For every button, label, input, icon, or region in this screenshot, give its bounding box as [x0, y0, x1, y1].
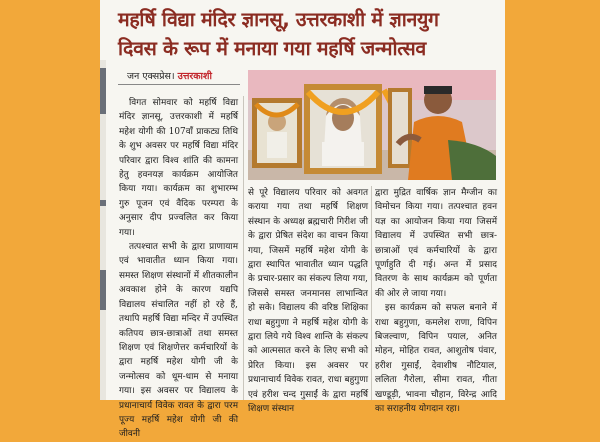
paragraph: इस कार्यक्रम को सफल बनाने में राधा बहुगुणा, कमलेश राणा, विपिन बिजल्वाण, विपिन पयाल, अनित मोहन, मोहित रावत, आशुतोष पंवार, हरीश गुसाईं, देवाशीष नौटियाल, ललिता गैरोला, सीमा रावत, गीता खण्डूड़ी, भावना चौहान, विरेन्द्र आदि का सराहनीय योगदान रहा। [375, 303, 497, 415]
paragraph: से पूरे विद्यालय परिवार को अवगत कराया गया तथा महर्षि शिक्षण संस्थान के अध्यक्ष ब्रह्मचारी गिरीश जी के द्वारा प्रेषित संदेश का वाचन किया गया, जिसमें महर्षि महेश योगी के द्वारा स्थापित भावातीत ध्यान पद्धति के प्रचार-प्रसार का संकल्प लिया गया, जिससे समस्त जनमानस लाभान्वित हो सके। विद्यालय की वरिष्ठ शिक्षिका राधा बहुगुणा ने महर्षि महेश योगी के द्वारा लिये गये विश्व शान्ति के संकल्प को आत्मसात करने के लिए सभी को प्रेरित किया। इस अवसर पर प्रधानाचार्य विवेक रावत, राधा बहुगुणा एवं हरीश चन्द गुसाईं के द्वारा महर्षि शिक्षण संस्थान [248, 188, 368, 415]
paragraph: तत्पश्चात सभी के द्वारा प्राणायाम एवं भावातीत ध्यान किया गया। समस्त शिक्षण संस्थानों में शीतकालीन अवकाश होने के कारण यद्यपि विद्यालय संचालित नहीं हो रहे हैं, तथापि महर्षि विद्या मन्दिर में उपस्थित कतिपय छात्र-छात्राओं तथा समस्त शिक्षण एवं शिक्षणेत्तर कर्मचारियों के द्वारा महर्षि महेश योगी जी के जन्मोत्सव को धूम-धाम से मनाया गया। इस अवसर पर विद्यालय के प्रधानाचार्य विवेक रावत के द्वारा परम पूज्य महर्षि महेश योगी जी की जीवनी [119, 242, 238, 440]
headline-line-2: दिवस के रूप में मनाया गया महर्षि जन्मोत्सव [118, 37, 426, 60]
byline-rule [118, 84, 240, 85]
headline-line-1: महर्षि विद्या मंदिर ज्ञानसू, उत्तरकाशी में ज्ञानयुग [118, 8, 439, 31]
byline-location: उत्तरकाशी [177, 71, 212, 82]
article-column-2 [248, 186, 368, 415]
paragraph: विगत सोमवार को महर्षि विद्या मंदिर ज्ञानसू, उत्तरकाशी में महर्षि महेश योगी की 107वाँ प्राकट्य तिथि के शुभ अवसर पर महर्षि विद्या मंदिर परिवार द्वारा विश्व शांति की कामना हेतु हवनयज्ञ कार्यक्रम आयोजित किया गया। कार्यक्रम का शुभारम्भ गुरु पूजन एवं वैदिक परम्परा के अनुसार दीप प्रज्वलित कर किया गया। [119, 98, 238, 238]
article-column-1 [119, 96, 238, 440]
column-divider [243, 96, 244, 400]
event-photo [248, 70, 496, 180]
column-divider [371, 186, 372, 400]
adjacent-column-edge [100, 60, 106, 400]
article-column-3 [375, 186, 497, 415]
byline [127, 69, 212, 82]
byline-source: जन एक्सप्रेस। [127, 71, 175, 82]
event-photo-icon [248, 70, 496, 180]
paragraph: द्वारा मुद्रित वार्षिक ज्ञान मैग्जीन का विमोचन किया गया। तत्पश्चात हवन यज्ञ का आयोजन किया गया जिसमें विद्यालय में उपस्थित सभी छात्र-छात्राओं एवं कर्मचारियों के द्वारा पूर्णाहुति दी गई। अन्त में प्रसाद वितरण के साथ कार्यक्रम को पूर्णता की ओर ले जाया गया। [375, 188, 497, 299]
